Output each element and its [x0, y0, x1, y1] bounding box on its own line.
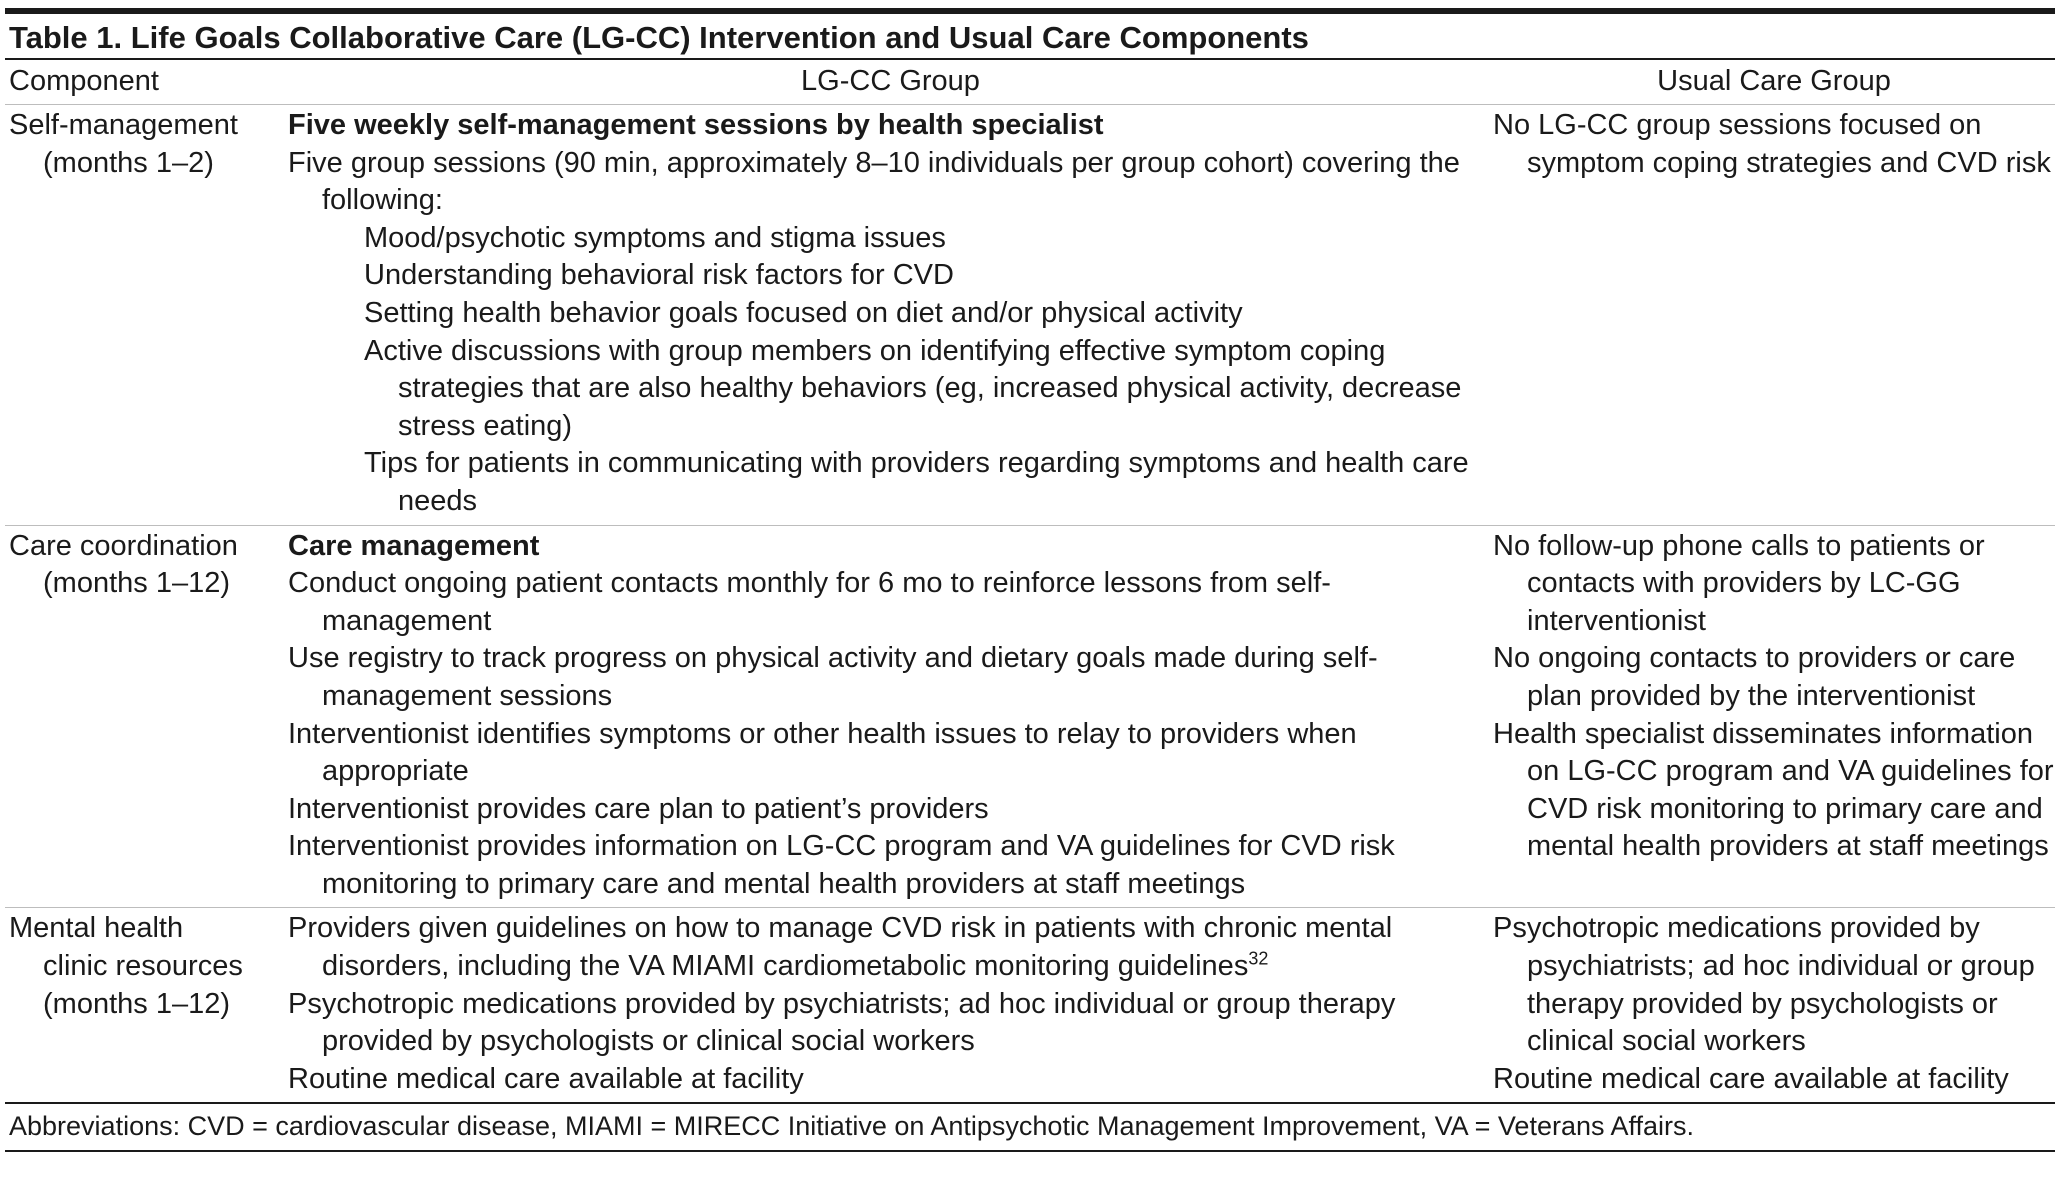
lgcc-subitem: Active discussions with group members on identifying effective symptom coping strategies that are also healthy behaviors (eg, increased physical activity, decrease stress eating) — [364, 334, 1462, 442]
lgcc-item: Five group sessions (90 min, approximately 8–10 individuals per group cohort) covering the following: — [288, 146, 1460, 217]
lgcc-subitem: Tips for patients in communicating with providers regarding symptoms and health care needs — [364, 447, 1469, 517]
table-row-self-management — [5, 105, 2055, 526]
component-cell — [5, 107, 280, 521]
component-period: (months 1–12) — [43, 987, 230, 1020]
lgcc-item-text: Providers given guidelines on how to manage CVD risk in patients with chronic mental disorders, including the VA MIAMI cardiometabolic monitoring guidelines — [288, 912, 1393, 983]
component-period: (months 1–2) — [43, 146, 214, 179]
table-row-mental-health-clinic-resources — [5, 908, 2055, 1104]
table-row-care-coordination — [5, 526, 2055, 909]
table-footnote: Abbreviations: CVD = cardiovascular disease, MIAMI = MIRECC Initiative on Antipsychotic Management Improvement, VA = Veterans Affairs. — [5, 1104, 2055, 1152]
lgcc-item: Interventionist provides care plan to patient’s providers — [288, 792, 989, 825]
lgcc-item: Interventionist identifies symptoms or other health issues to relay to providers when appropriate — [288, 717, 1357, 788]
usual-care-item: Routine medical care available at facility — [1493, 1062, 2009, 1095]
lgcc-item: Interventionist provides information on LG-CC program and VA guidelines for CVD risk monitoring to primary care and mental health providers at staff meetings — [288, 830, 1395, 900]
usual-care-cell — [1493, 910, 2055, 1098]
table-header-row — [5, 60, 2055, 105]
usual-care-item: No LG-CC group sessions focused on symptom coping strategies and CVD risk — [1493, 109, 2051, 179]
table-container — [5, 8, 2055, 1152]
lgcc-cell — [280, 910, 1493, 1098]
component-name: Mental health — [9, 912, 184, 945]
lgcc-subitem: Setting health behavior goals focused on diet and/or physical activity — [364, 296, 1243, 329]
lgcc-subitem: Mood/psychotic symptoms and stigma issues — [364, 221, 946, 254]
component-period: (months 1–12) — [43, 567, 230, 600]
reference-superscript: 32 — [1248, 948, 1269, 969]
header-lgcc-group: LG-CC Group — [801, 65, 980, 97]
header-usual-care-group: Usual Care Group — [1657, 65, 1891, 97]
lgcc-item: Conduct ongoing patient contacts monthly for 6 mo to reinforce lessons from self-management — [288, 567, 1331, 637]
lgcc-item: Use registry to track progress on physical activity and dietary goals made during self-management sessions — [288, 642, 1378, 712]
component-name-cont: clinic resources — [43, 950, 243, 983]
usual-care-item: Health specialist disseminates information on LG-CC program and VA guidelines for CVD risk monitoring to primary care and mental health providers at staff meetings — [1493, 717, 2054, 863]
component-cell — [5, 528, 280, 904]
table-title: Table 1. Life Goals Collaborative Care (LG-CC) Intervention and Usual Care Components — [9, 20, 1309, 55]
lgcc-subitem: Understanding behavioral risk factors for CVD — [364, 259, 954, 292]
usual-care-item: Psychotropic medications provided by psychiatrists; ad hoc individual or group therapy provided by psychologists or clinical social workers — [1493, 912, 2035, 1058]
usual-care-item: No follow-up phone calls to patients or contacts with providers by LC-GG interventionist — [1493, 529, 1985, 637]
header-component: Component — [9, 65, 159, 97]
component-cell — [5, 910, 280, 1098]
component-name: Care coordination — [9, 529, 238, 562]
lgcc-heading: Care management — [288, 529, 540, 562]
usual-care-cell — [1493, 107, 2055, 521]
lgcc-heading: Five weekly self-management sessions by health specialist — [288, 109, 1104, 141]
component-name: Self-management — [9, 109, 238, 141]
lgcc-item: Psychotropic medications provided by psychiatrists; ad hoc individual or group therapy provided by psychologists or clinical social workers — [288, 987, 1396, 1058]
lgcc-cell — [280, 528, 1493, 904]
lgcc-cell — [280, 107, 1493, 521]
usual-care-cell — [1493, 528, 2055, 904]
lgcc-item: Routine medical care available at facility — [288, 1062, 804, 1095]
usual-care-item: No ongoing contacts to providers or care plan provided by the interventionist — [1493, 642, 2016, 712]
lgcc-item — [288, 910, 1493, 985]
